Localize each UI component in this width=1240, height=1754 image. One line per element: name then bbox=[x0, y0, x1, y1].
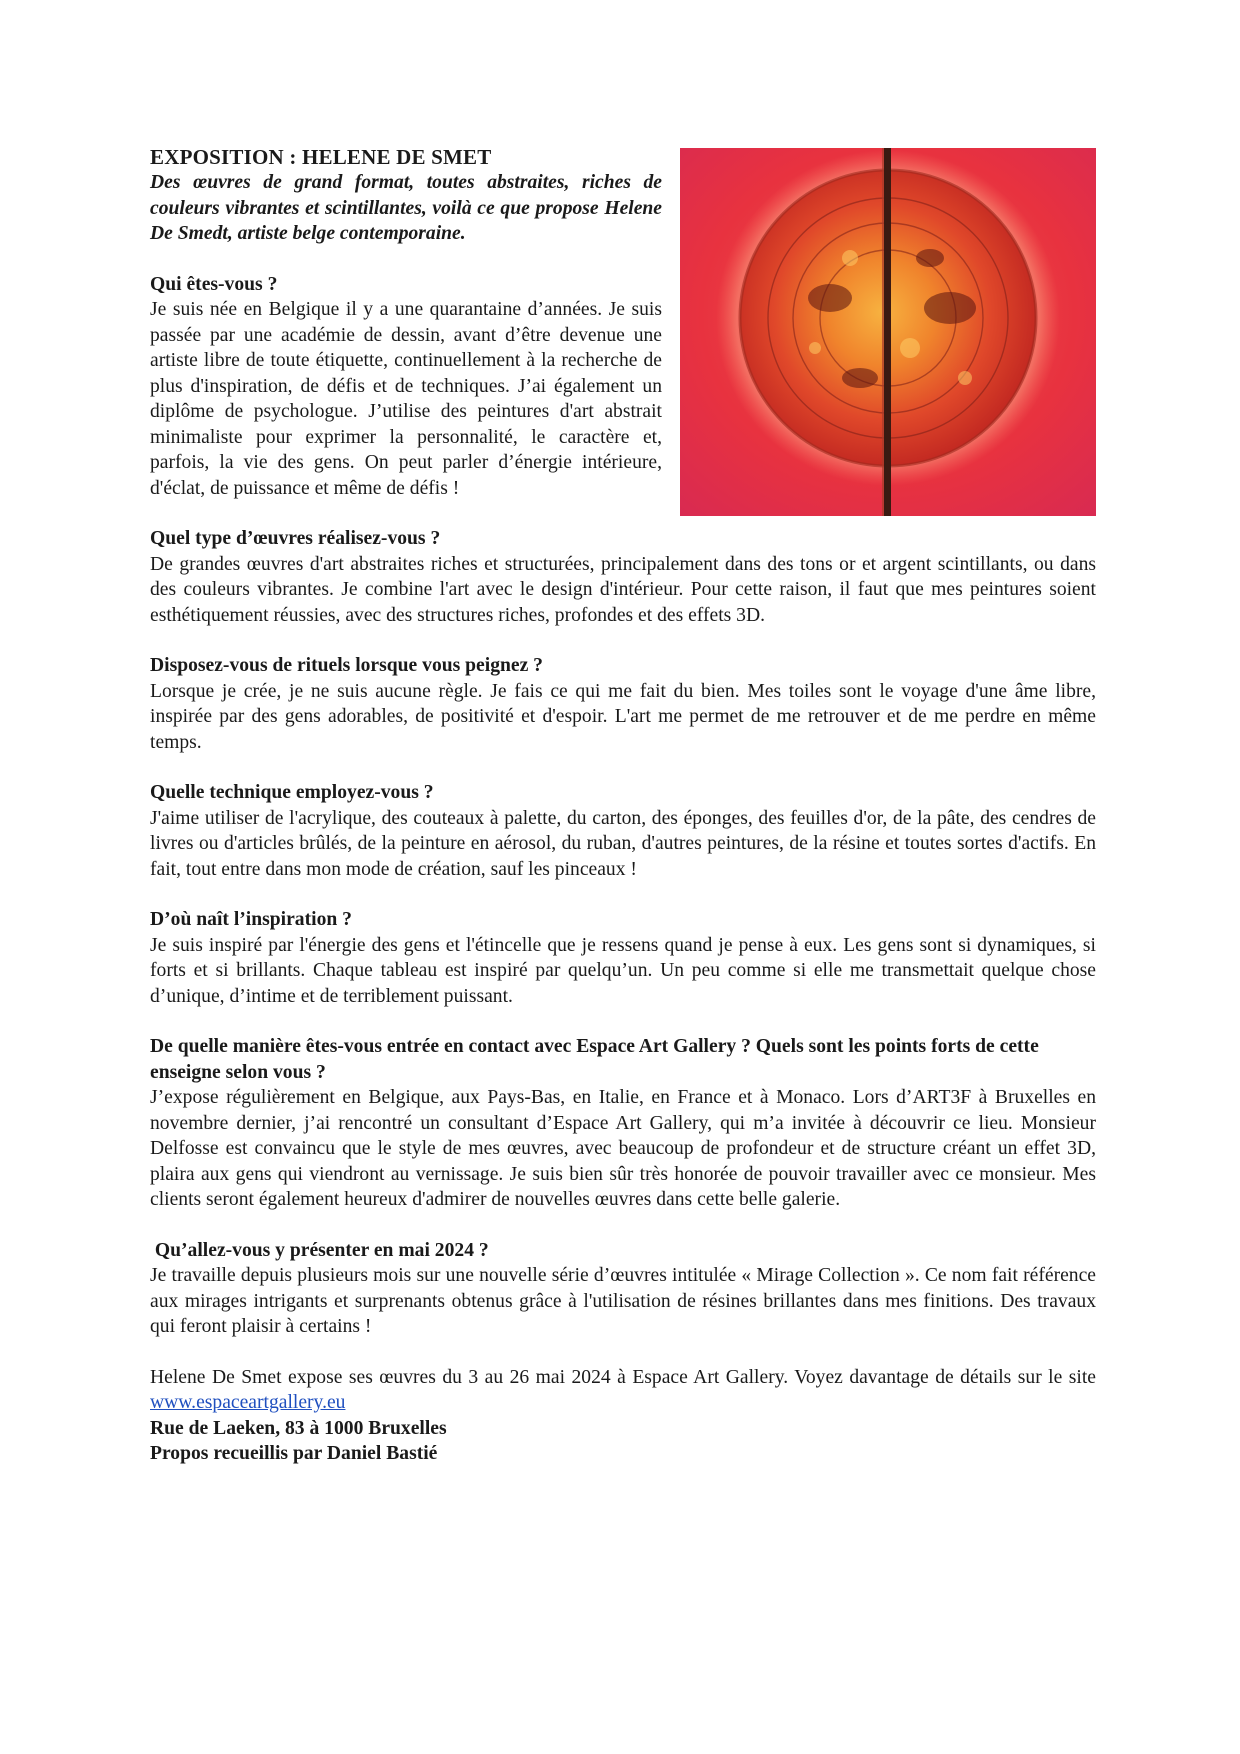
answer-4: J'aime utiliser de l'acrylique, des couteaux à palette, du carton, des éponges, des feuilles d'or, de la pâte, des cendres de livres ou d'articles brûlés, de la peinture en aérosol, du ruban, d'autres peintures, de la résine et toutes sortes d'actifs. En fait, tout entre dans mon mode de création, sauf les pinceaux ! bbox=[150, 807, 1096, 880]
question-3: Disposez-vous de rituels lorsque vous peignez ? bbox=[150, 655, 543, 676]
article-title: EXPOSITION : HELENE DE SMET bbox=[150, 145, 492, 169]
interview-credit: Propos recueillis par Daniel Bastié bbox=[150, 1443, 438, 1464]
article bbox=[150, 144, 1096, 1467]
spacer bbox=[150, 882, 1096, 907]
spacer bbox=[150, 1340, 1096, 1365]
painting-image bbox=[680, 148, 1096, 516]
question-2: Quel type d’œuvres réalisez-vous ? bbox=[150, 528, 441, 549]
answer-1: Je suis née en Belgique il y a une quarantaine d’années. Je suis passée par une académie de dessin, avant d’être devenue une artiste libre de toute étiquette, continuellement à la recherche de plus d'inspiration, de défis et de techniques. J’ai également un diplôme de psychologue. J’utilise des peintures d'art abstrait minimaliste pour exprimer la personnalité, le caractère et, parfois, la vie des gens. On peut parler d’énergie intérieure, d'éclat, de puissance et même de défis ! bbox=[150, 299, 662, 499]
spacer bbox=[150, 628, 1096, 653]
spacer bbox=[150, 755, 1096, 780]
question-6: De quelle manière êtes-vous entrée en contact avec Espace Art Gallery ? Quels sont les points forts de cette enseigne selon vous ? bbox=[150, 1036, 1039, 1083]
gallery-website-link[interactable]: www.espaceartgallery.eu bbox=[150, 1392, 346, 1413]
answer-6: J’expose régulièrement en Belgique, aux Pays-Bas, en Italie, en France et à Monaco. Lors d’ART3F à Bruxelles en novembre dernier, j’ai rencontré un consultant d’Espace Art Gallery, qui m’a invitée à découvrir ce lieu. Monsieur Delfosse est convaincu que le style de mes œuvres, avec beaucoup de profondeur et de structure créant un effet 3D, plaira aux gens qui viendront au vernissage. Je suis bien sûr très honorée de pouvoir travailler avec ce monsieur. Mes clients seront également heureux d'admirer de nouvelles œuvres dans cette belle galerie. bbox=[150, 1087, 1096, 1210]
spacer bbox=[150, 1213, 1096, 1238]
question-4: Quelle technique employez-vous ? bbox=[150, 782, 434, 803]
question-1: Qui êtes-vous ? bbox=[150, 273, 278, 295]
question-5: D’où naît l’inspiration ? bbox=[150, 909, 352, 930]
closing-text: Helene De Smet expose ses œuvres du 3 au 26 mai 2024 à Espace Art Gallery. Voyez davantage de détails sur le site bbox=[150, 1366, 1096, 1388]
spacer bbox=[150, 1009, 1096, 1034]
question-7: Qu’allez-vous y présenter en mai 2024 ? bbox=[150, 1239, 489, 1261]
closing-paragraph bbox=[150, 1365, 1096, 1416]
article-lede: Des œuvres de grand format, toutes abstraites, riches de couleurs vibrantes et scintillantes, voilà ce que propose Helene De Smedt, artiste belge contemporaine. bbox=[150, 172, 662, 244]
answer-2: De grandes œuvres d'art abstraites riches et structurées, principalement dans des tons or et argent scintillants, ou dans des couleurs vibrantes. Je combine l'art avec le design d'intérieur. Pour cette raison, il faut que mes peintures soient esthétiquement réussies, avec des structures riches, profondes et des effets 3D. bbox=[150, 553, 1096, 626]
answer-5: Je suis inspiré par l'énergie des gens et l'étincelle que je ressens quand je pense à eux. Les gens sont si dynamiques, si forts et si brillants. Chaque tableau est inspiré par quelqu’un. Un peu comme si elle me transmettait quelque chose d’unique, d’intime et de terriblement puissant. bbox=[150, 934, 1096, 1007]
answer-7: Je travaille depuis plusieurs mois sur une nouvelle série d’œuvres intitulée « Mirage Collection ». Ce nom fait référence aux mirages intrigants et surprenants obtenus grâce à l'utilisation de résines brillantes dans mes finitions. Des travaux qui feront plaisir à certains ! bbox=[150, 1265, 1096, 1337]
answer-3: Lorsque je crée, je ne suis aucune règle. Je fais ce qui me fait du bien. Mes toiles sont le voyage d'une âme libre, inspirée par des gens adorables, de positivité et d'espoir. L'art me permet de me retrouver et de me perdre en même temps. bbox=[150, 680, 1096, 753]
gallery-address: Rue de Laeken, 83 à 1000 Bruxelles bbox=[150, 1417, 447, 1439]
abstract-painting-graphic bbox=[680, 148, 1096, 516]
